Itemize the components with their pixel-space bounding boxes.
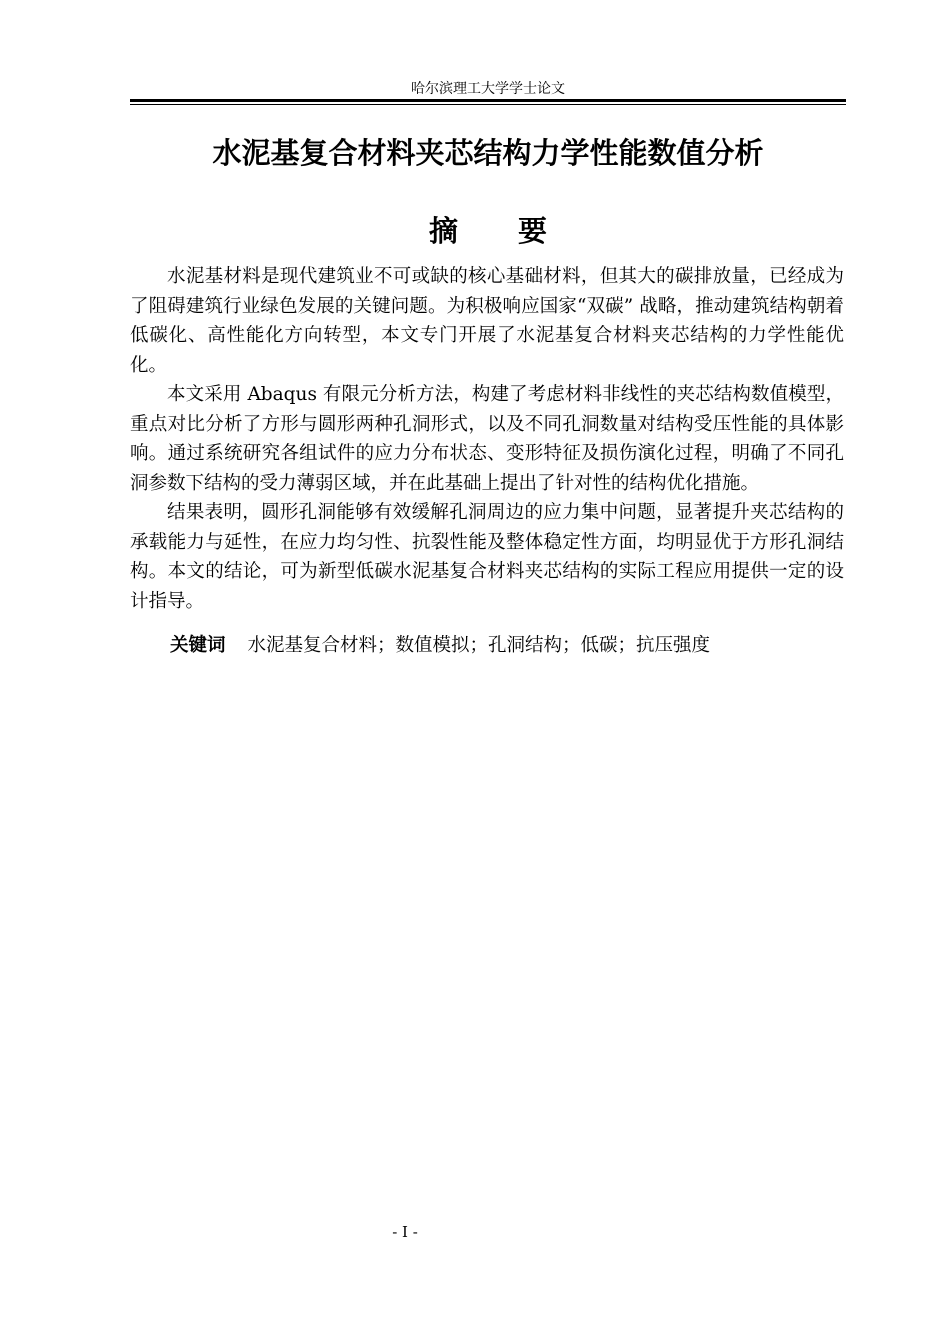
header-rule-thick — [130, 99, 846, 102]
running-header: 哈尔滨理工大学学士论文 — [411, 81, 565, 97]
keywords-text: 水泥基复合材料；数值模拟；孔洞结构；低碳；抗压强度 — [247, 635, 711, 656]
abstract-paragraph-2: 本文采用 Abaqus 有限元分析方法，构建了考虑材料非线性的夹芯结构数值模型，重点对比分析了方形与圆形两种孔洞形式，以及不同孔洞数量对结构受压性能的具体影响。通过系统研究各组试件的应力分布状态、变形特征及损伤演化过程，明确了不同孔洞参数下结构的受力薄弱区域，并在此基础上提出了针对性的结构优化措施。 — [130, 384, 844, 494]
page-number: - I - — [392, 1223, 418, 1241]
keywords-line — [170, 632, 850, 660]
abstract-paragraph-1: 水泥基材料是现代建筑业不可或缺的核心基础材料，但其大的碳排放量，已经成为了阻碍建筑行业绿色发展的关键问题。为积极响应国家“双碳” 战略，推动建筑结构朝着低碳化、高性能化方向转型，本文专门开展了水泥基复合材料夹芯结构的力学性能优化。 — [130, 266, 844, 376]
abstract-body — [130, 262, 844, 616]
thesis-title: 水泥基复合材料夹芯结构力学性能数值分析 — [212, 136, 764, 170]
abstract-heading: 摘要 — [428, 214, 607, 248]
abstract-paragraph-3: 结果表明，圆形孔洞能够有效缓解孔洞周边的应力集中问题，显著提升夹芯结构的承载能力与延性，在应力均匀性、抗裂性能及整体稳定性方面，均明显优于方形孔洞结构。本文的结论，可为新型低碳水泥基复合材料夹芯结构的实际工程应用提供一定的设计指导。 — [130, 502, 844, 612]
keywords-label: 关键词 — [170, 635, 226, 656]
header-rule-thin — [130, 104, 846, 105]
